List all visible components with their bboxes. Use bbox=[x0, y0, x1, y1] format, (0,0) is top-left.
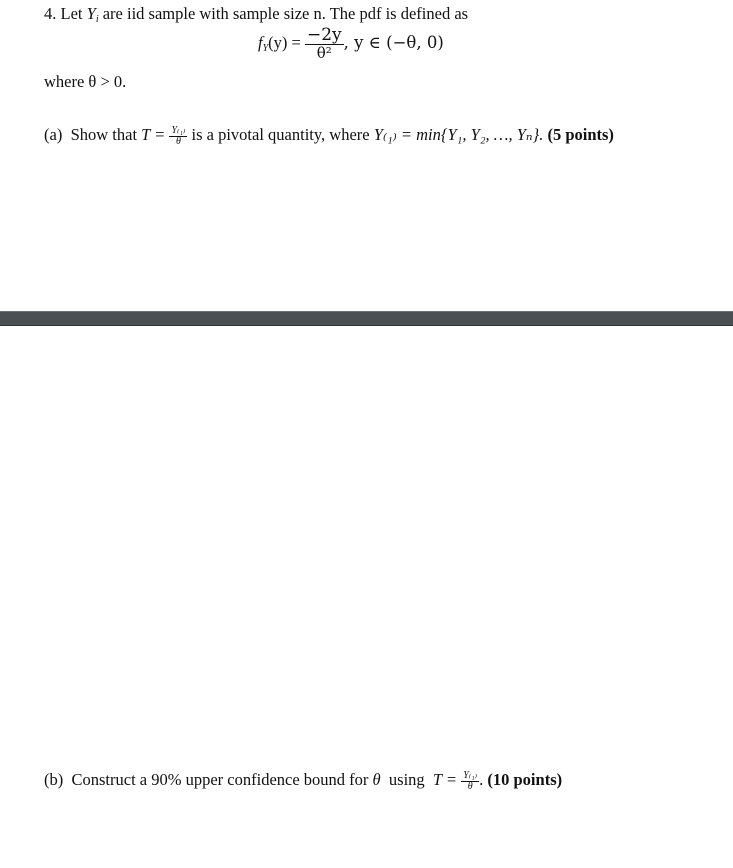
parameter-condition: where θ > 0. bbox=[44, 72, 127, 91]
pdf-fraction: $\frac{-2y}{\text{θ²}}$ bbox=[306, 25, 342, 62]
pdf-equation: $f_Y(y)$ = $\frac{-2y}{\text{θ²}}$ , y ∈ (−θ, 0) bbox=[258, 25, 444, 62]
pdf-support: , y ∈ (−θ, 0) bbox=[343, 32, 444, 52]
part-a-prompt: (a) Show that T = $\frac{\text{Y₍₁₎}}{\theta}$ is a pivotal quantity, where Y₍₁₎ = min{Y₁, Y₂, …, Yₙ}. (5 points) bbox=[44, 124, 614, 147]
part-a-points: (5 points) bbox=[547, 125, 614, 144]
part-b-points: (10 points) bbox=[487, 770, 563, 789]
question-number: 4. bbox=[44, 4, 57, 23]
document-page-2 bbox=[0, 326, 733, 868]
pdf-lhs: $f_Y$ bbox=[258, 32, 269, 54]
pivot-fraction: $\frac{\text{Y₍₁₎}}{\theta}$ bbox=[171, 124, 186, 147]
page-separator bbox=[0, 311, 733, 326]
pivot-fraction-b: $\frac{\text{Y₍₁₎}}{\theta}$ bbox=[463, 769, 478, 792]
part-a-label: (a) bbox=[44, 125, 63, 144]
document-page-1 bbox=[0, 0, 733, 311]
part-b-prompt: (b) Construct a 90% upper confidence bound for θ using T = $\frac{\text{Y₍₁₎}}{\theta}$ . (10 points) bbox=[44, 769, 563, 792]
part-b-label: (b) bbox=[44, 770, 64, 789]
min-definition: Y₍₁₎ = min{Y₁, Y₂, …, Yₙ}. bbox=[373, 125, 544, 144]
question-intro: 4. Let $Y_i$ are iid sample with sample size n. The pdf is defined as bbox=[44, 4, 469, 25]
variable-y: $Y_i$ bbox=[86, 4, 99, 25]
